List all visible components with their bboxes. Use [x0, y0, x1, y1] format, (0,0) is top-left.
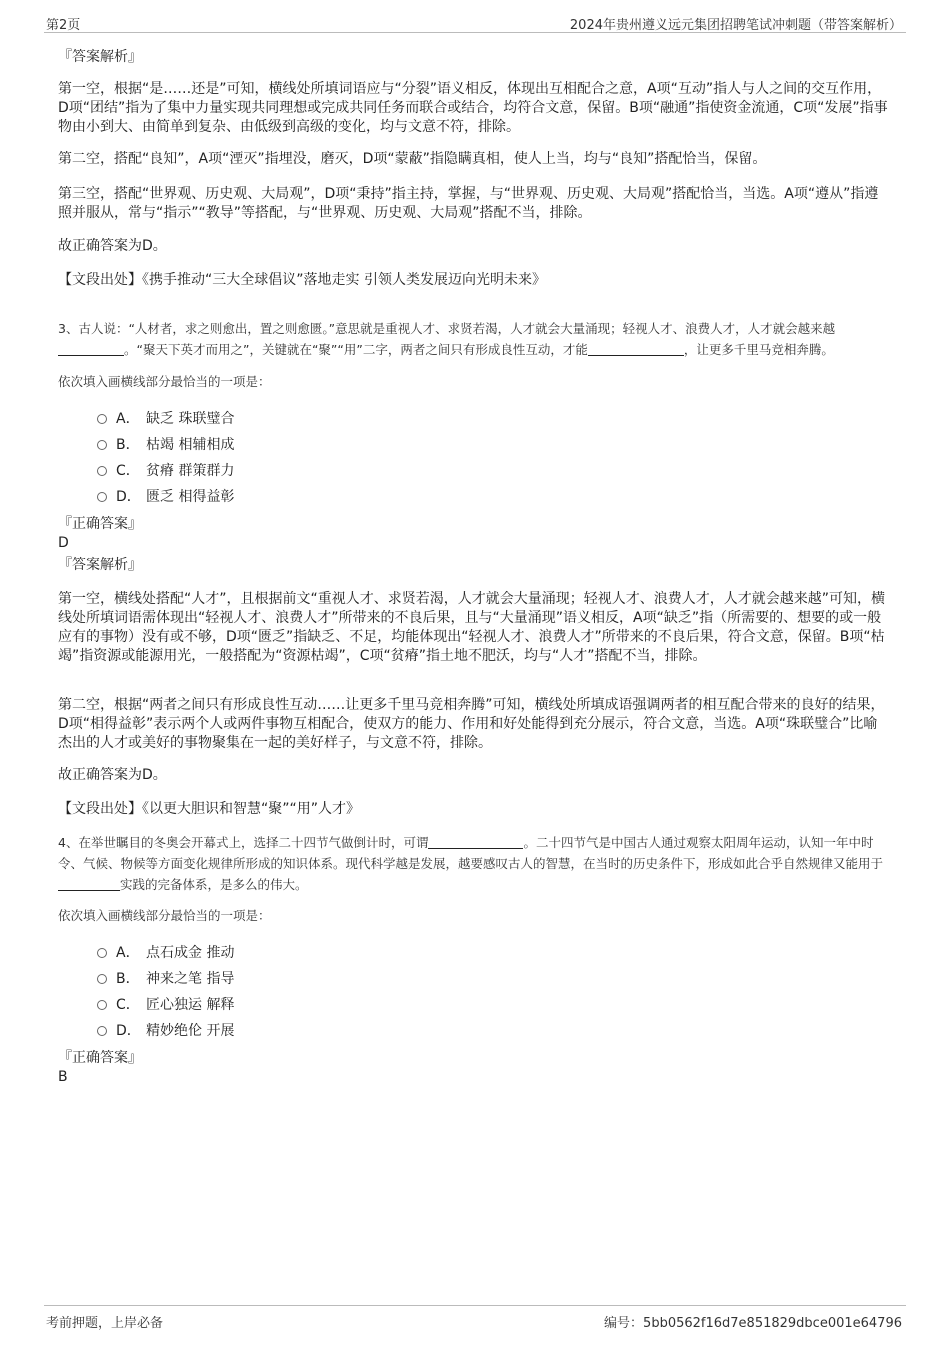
blank-line — [58, 342, 124, 356]
radio-icon[interactable] — [97, 414, 107, 424]
analysis-paragraph: 第一空，横线处搭配“人才”，且根据前文“重视人才、求贤若渴，人才就会大量涌现；轻视人才、浪费人才，人才就会越来越”可知，横线处所填词语需体现出“轻视人才、浪费人才”所带来的不良后果，且与“大量涌现”语义相反，A项“缺乏”指（所需要的、想要的或一般应有的事物）没有或不够，D项“匮乏”指缺乏、不足，均能体现出“轻视人才、浪费人才”所带来的不良后果，符合文意，保留。B项“枯竭”指资源或能源用光，一般搭配为“资源枯竭”，C项“贫瘠”指土地不肥沃，均与“人才”搭配不当，排除。 — [58, 591, 886, 664]
conclusion: 故正确答案为D。 — [58, 767, 167, 783]
option-c[interactable]: C． 贫瘠 群策群力 — [97, 461, 234, 481]
analysis-label: 『答案解析』 — [58, 557, 142, 573]
question-stem: 3、古人说：“人材者，求之则愈出，置之则愈匮。”意思就是重视人才、求贤若渴，人才就会大量涌现；轻视人才、浪费人才，人才就会越来越。“聚天下英才而用之”，关键就在“聚”“用”二字，两者之间只有形成良性互动，才能 ，让更多千里马竞相奔腾。 — [58, 321, 836, 357]
document-code: 编号：5bb0562f16d7e851829dbce001e64796 — [604, 1316, 902, 1331]
analysis-paragraph: 第三空，搭配“世界观、历史观、大局观”，D项“秉持”指主持，掌握，与“世界观、历史观、大局观”搭配恰当，当选。A项“遵从”指遵照并服从，常与“指示”“教导”等搭配，与“世界观、历史观、大局观”搭配不当，排除。 — [58, 186, 879, 221]
question-prompt: 依次填入画横线部分最恰当的一项是： — [58, 908, 271, 923]
blank-line — [588, 342, 684, 356]
radio-icon[interactable] — [97, 1000, 107, 1010]
document-title: 2024年贵州遵义远元集团招聘笔试冲刺题（带答案解析） — [569, 18, 902, 33]
option-b[interactable]: B． 枯竭 相辅相成 — [97, 435, 234, 455]
source: 【文段出处】《以更大胆识和智慧“聚”“用”人才》 — [58, 801, 361, 817]
radio-icon[interactable] — [97, 974, 107, 984]
option-d[interactable]: D． 精妙绝伦 开展 — [97, 1021, 234, 1041]
correct-answer: B — [58, 1069, 68, 1085]
page-number: 第2页 — [46, 18, 81, 33]
radio-icon[interactable] — [97, 440, 107, 450]
analysis-paragraph: 第一空，根据“是……还是”可知，横线处所填词语应与“分裂”语义相反，体现出互相配合之意，A项“互动”指人与人之间的交互作用，D项“团结”指为了集中力量实现共同理想或完成共同任务而联合或结合，均符合文意，保留。B项“融通”指使资金流通，C项“发展”指事物由小到大、由简单到复杂、由低级到高级的变化，均与文意不符，排除。 — [58, 81, 888, 135]
source: 【文段出处】《携手推动“三大全球倡议”落地走实 引领人类发展迈向光明未来》 — [58, 272, 546, 288]
option-a[interactable]: A． 缺乏 珠联璧合 — [97, 409, 234, 429]
conclusion: 故正确答案为D。 — [58, 238, 167, 254]
correct-label: 『正确答案』 — [58, 1050, 142, 1066]
radio-icon[interactable] — [97, 1026, 107, 1036]
page-footer — [44, 1305, 906, 1331]
blank-line — [58, 877, 120, 891]
correct-answer: D — [58, 535, 69, 551]
correct-label: 『正确答案』 — [58, 516, 142, 532]
radio-icon[interactable] — [97, 948, 107, 958]
radio-icon[interactable] — [97, 492, 107, 502]
option-b[interactable]: B． 神来之笔 指导 — [97, 969, 234, 989]
option-c[interactable]: C． 匠心独运 解释 — [97, 995, 234, 1015]
analysis-label: 『答案解析』 — [58, 49, 142, 65]
option-d[interactable]: D． 匮乏 相得益彰 — [97, 487, 234, 507]
question-stem: 4、在举世瞩目的冬奥会开幕式上，选择二十四节气做倒计时，可谓 。二十四节气是中国古人通过观察太阳周年运动，认知一年中时令、气候、物候等方面变化规律所形成的知识体系。现代科学越是发展，越要感叹古人的智慧，在当时的历史条件下，形成如此合乎自然规律又能用于实践的完备体系，是多么的伟大。 — [58, 835, 884, 892]
blank-line — [428, 835, 523, 849]
option-a[interactable]: A． 点石成金 推动 — [97, 943, 234, 963]
analysis-paragraph: 第二空，搭配“良知”，A项“湮灭”指埋没，磨灭，D项“蒙蔽”指隐瞒真相，使人上当，均与“良知”搭配恰当，保留。 — [58, 151, 767, 167]
analysis-paragraph: 第二空，根据“两者之间只有形成良性互动……让更多千里马竞相奔腾”可知，横线处所填成语强调两者的相互配合带来的良好的结果，D项“相得益彰”表示两个人或两件事物互相配合，使双方的能力、作用和好处能得到充分展示，符合文意，当选。A项“珠联璧合”比喻杰出的人才或美好的事物聚集在一起的美好样子，与文意不符，排除。 — [58, 697, 885, 751]
radio-icon[interactable] — [97, 466, 107, 476]
question-prompt: 依次填入画横线部分最恰当的一项是： — [58, 374, 271, 389]
page-header — [44, 12, 906, 33]
footer-slogan: 考前押题，上岸必备 — [46, 1316, 164, 1331]
